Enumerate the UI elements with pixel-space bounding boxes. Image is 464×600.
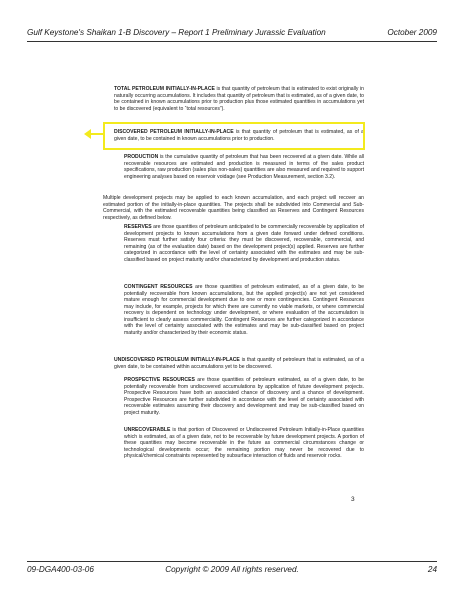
paragraph-unrecoverable: UNRECOVERABLE is that portion of Discovered or Undiscovered Petroleum Initially-in-Place quantities which is estimated, as of a given date, not to be recoverable by future development projects. A portion of these quantities may become recoverable in the future as commercial circumstances change or technological developments occur; the remaining portion may never be recovered due to physical/chemical constraints represented by subsurface interaction of fluids and reservoir rocks. — [124, 427, 364, 460]
inner-page-number: 3 — [351, 496, 355, 503]
footer-page-number: 24 — [427, 565, 437, 574]
header-title: Gulf Keystone's Shaikan 1-B Discovery – Report 1 Preliminary Jurassic Evaluation — [27, 28, 326, 37]
paragraph-production: PRODUCTION is the cumulative quantity of petroleum that has been recovered at a given date. While all recoverable resources are estimated and production is measured in terms of the sales product specifications, raw production (sales plus non-sales) quantities are also measured and required to support engineering analyses based on reservoir voidage (see Production Measurement, section 3.2). — [124, 154, 364, 180]
paragraph-contingent-resources: CONTINGENT RESOURCES are those quantities of petroleum estimated, as of a given date, to be potentially recoverable from known accumulations, but the applied project(s) are not yet considered mature enough for commercial development due to one or more contingencies. Contingent Resources may include, for example, projects for which there are currently no viable markets, or where commercial recovery is dependent on technology under development, or where evaluation of the accumulation is insufficient to clearly assess commerciality. Contingent Resources are further categorized in accordance with the level of certainty associated with the estimates and may be sub-classified based on project maturity and/or characterized by their economic status. — [124, 284, 364, 336]
footer-doc-id: 09-DGA400-03-06 — [27, 565, 94, 574]
page-header — [27, 28, 437, 40]
header-date: October 2009 — [387, 28, 437, 37]
footer-copyright: Copyright © 2009 All rights reserved. — [165, 565, 299, 574]
highlight-box — [103, 122, 365, 150]
header-rule — [27, 41, 437, 42]
paragraph-multiple-projects: Multiple development projects may be applied to each known accumulation, and each project will recover an estimated portion of the initially-in-place quantities. The projects shall be subdivided into Commercial and Sub-Commercial, with the estimated recoverable quantities being classified as Reserves and Contingent Resources respectively, as defined below. — [103, 195, 364, 221]
paragraph-undiscovered-piip: UNDISCOVERED PETROLEUM INITIALLY-IN-PLACE is that quantity of petroleum that is estimated, as of a given date, to be contained within accumulations yet to be discovered. — [114, 357, 364, 370]
paragraph-prospective-resources: PROSPECTIVE RESOURCES are those quantities of petroleum estimated, as of a given date, to be potentially recoverable from undiscovered accumulations by application of future development projects. Prospective Resources have both an associated chance of discovery and a chance of development. Prospective Resources are further subdivided in accordance with the level of certainty associated with recoverable estimates assuming their discovery and development and may be sub-classified based on project maturity. — [124, 377, 364, 416]
paragraph-discovered-piip: DISCOVERED PETROLEUM INITIALLY-IN-PLACE is that quantity of petroleum that is estimated, as of a given date, to be contained in known accumulations prior to production. — [114, 129, 364, 142]
paragraph-reserves: RESERVES are those quantities of petroleum anticipated to be commercially recoverable by application of development projects to known accumulations from a given date forward under defined conditions. Reserves must further satisfy four criteria: they must be discovered, recoverable, commercial, and remaining (as of the evaluation date) based on the development project(s) applied. Reserves are further categorized in accordance with the level of certainty associated with the estimates and may be sub-classified based on project maturity and/or characterized by development and production status. — [124, 224, 364, 263]
footer-rule — [27, 561, 437, 562]
paragraph-total-piip: TOTAL PETROLEUM INITIALLY-IN-PLACE is that quantity of petroleum that is estimated to exist originally in naturally occurring accumulations. It includes that quantity of petroleum that is estimated, as of a given date, to be contained in known accumulations prior to production plus those estimated quantities in accumulations yet to be discovered (equivalent to “total resources”). — [114, 86, 364, 112]
highlight-arrow-icon — [84, 129, 91, 139]
